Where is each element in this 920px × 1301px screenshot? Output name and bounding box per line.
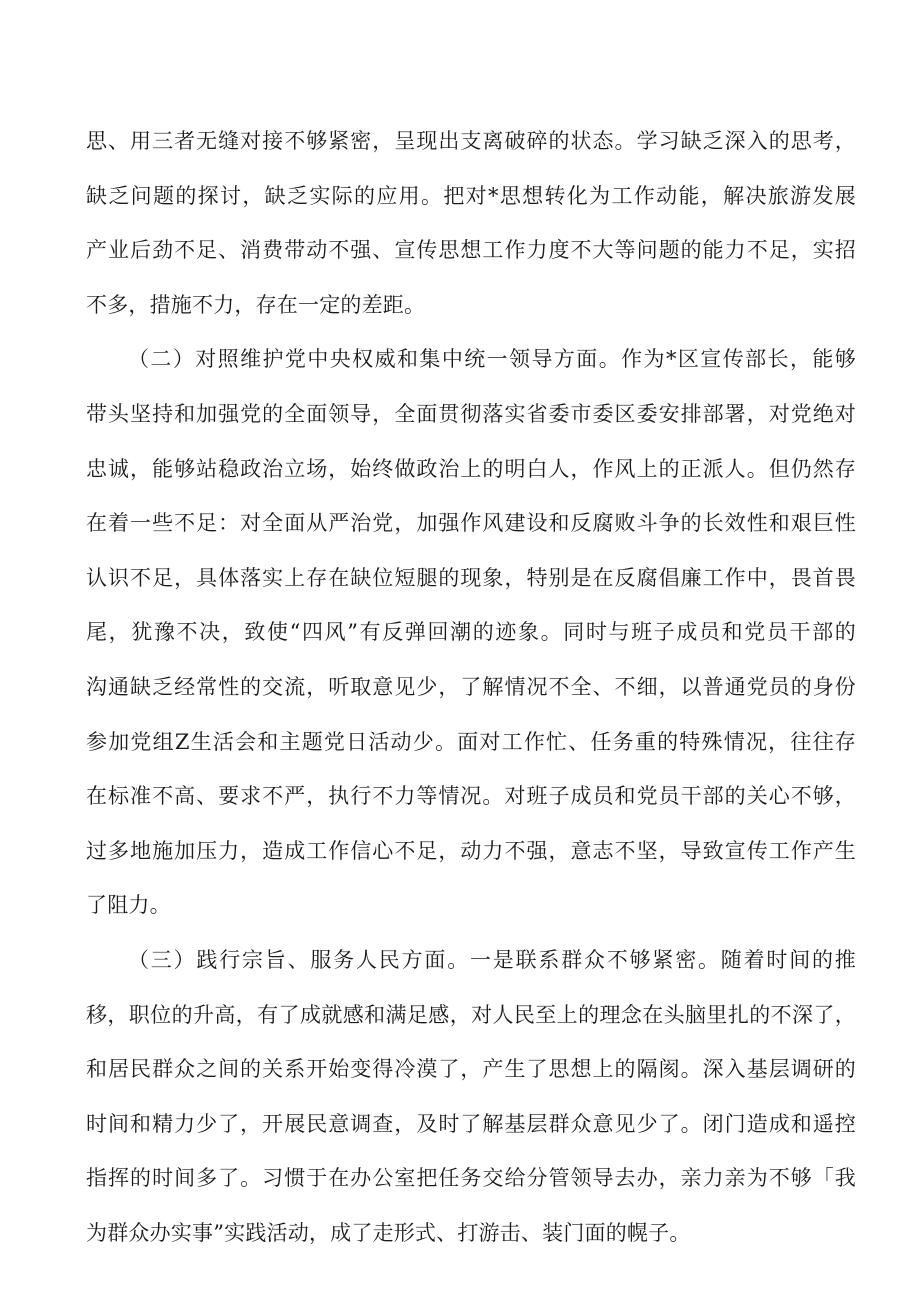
paragraph-1	[86, 122, 856, 340]
text-line: 认识不足，具体落实上存在缺位短腿的现象，特别是在反腐倡廉工作中，畏首畏	[86, 565, 856, 590]
text-line: 产业后劲不足、消费带动不强、宣传思想工作力度不大等问题的能力不足，实招	[86, 238, 856, 263]
text-line: 尾，犹豫不决，致使“四风”有反弹回潮的迹象。同时与班子成员和党员干部的	[86, 620, 856, 645]
text-line: 过多地施加压力，造成工作信心不足，动力不强，意志不坚，导致宣传工作产生	[86, 838, 856, 863]
text-line: （三）践行宗旨、服务人民方面。一是联系群众不够紧密。随着时间的推	[128, 947, 856, 972]
text-line: 忠诚，能够站稳政治立场，始终做政治上的明白人，作风上的正派人。但仍然存	[86, 456, 856, 481]
text-line: 移，职位的升高，有了成就感和满足感，对人民至上的理念在头脑里扎的不深了，	[86, 1002, 856, 1027]
text-line: 带头坚持和加强党的全面领导，全面贯彻落实省委市委区委安排部署，对党绝对	[86, 401, 856, 426]
text-line: 指挥的时间多了。习惯于在办公室把任务交给分管领导去办，亲力亲为不够「我	[86, 1166, 856, 1191]
text-line: 不多，措施不力，存在一定的差距。	[86, 292, 426, 317]
text-line: 在标准不高、要求不严，执行不力等情况。对班子成员和党员干部的关心不够，	[86, 784, 856, 809]
paragraph-3	[86, 941, 856, 1269]
text-line: 沟通缺乏经常性的交流，听取意见少，了解情况不全、不细，以普通党员的身份	[86, 674, 856, 699]
text-line: （二）对照维护党中央权威和集中统一领导方面。作为*区宣传部长，能够	[128, 347, 856, 372]
text-line: 了阻力。	[86, 893, 171, 918]
text-line: 参加党组Z生活会和主题党日活动少。面对工作忙、任务重的特殊情况，往往存	[86, 729, 856, 754]
text-line: 时间和精力少了，开展民意调查，及时了解基层群众意见少了。闭门造成和遥控	[86, 1111, 856, 1136]
text-line: 在着一些不足：对全面从严治党，加强作风建设和反腐败斗争的长效性和艰巨性	[86, 511, 856, 536]
text-line: 为群众办实事”实践活动，成了走形式、打游击、装门面的幌子。	[86, 1220, 691, 1245]
text-line: 和居民群众之间的关系开始变得冷漠了，产生了思想上的隔阂。深入基层调研的	[86, 1057, 856, 1082]
document-page	[86, 122, 856, 1268]
text-line: 缺乏问题的探讨，缺乏实际的应用。把对*思想转化为工作动能，解决旅游发展	[86, 183, 856, 208]
paragraph-2	[86, 340, 856, 941]
text-line: 思、用三者无缝对接不够紧密，呈现出支离破碎的状态。学习缺乏深入的思考，	[86, 129, 856, 153]
